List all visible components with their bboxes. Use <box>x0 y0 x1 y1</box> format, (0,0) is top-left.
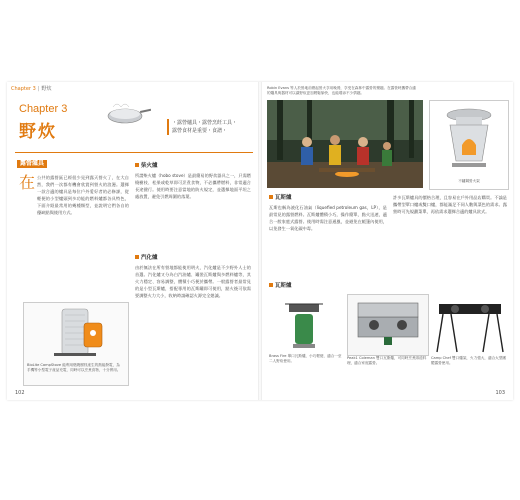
running-header: Chapter 3 | 野炊 <box>11 86 52 92</box>
bullet-square-icon <box>269 195 273 199</box>
running-chapter: Chapter 3 <box>11 86 36 92</box>
firepit-caption: 不鏽鋼營火架 <box>458 179 480 183</box>
hobo-stove-text: 所謂柴火爐（hobo stove）是最簡易的野炊器具之一，只需燃燒樹枝、松果或乾草即可烹煮食物，不必攜帶燃料，非常適合長途健行。使用時要注意當地的防火規定，並選擇地面平坦之處放置，避免引燃周圍的落葉。 <box>135 173 251 199</box>
subheading-hobo-stove <box>135 162 158 170</box>
topic-line: 露營食材是重要・食譜・ <box>172 128 228 134</box>
single-burner-caption: Brass Fire 單口瓦斯爐，小巧輕便，適合一至二人野炊使用。 <box>269 354 342 364</box>
biolite-caption: BioLite CampStove 能利用燃燒樹枝產生的熱能發電，為手機等小型電子產品充電，同時可以烹煮食物，十分實用。 <box>27 363 121 373</box>
two-burner-caption: Peak1 Coleman 雙口瓦斯爐，可同時烹煮兩道料理，適合家庭露營。 <box>347 356 427 366</box>
camping-group-photo <box>267 100 423 188</box>
camp-chef-caption: Camp Chef 雙口爐架，火力強大，適合大型團體露營使用。 <box>431 356 506 366</box>
bullet-square-icon <box>135 163 139 167</box>
bullet-square-icon <box>269 283 273 287</box>
top-photo-caption: Robin Evans 等人於營地前燃起營火享用晚餐，享受在森林中露營的樂趣。在露營時攜帶合適的爐具與器材可以讓野炊更加輕鬆愉快，也能增添不少情趣。 <box>267 86 416 96</box>
subheading-propane-products <box>269 282 292 290</box>
divider <box>15 152 253 153</box>
running-title: 野炊 <box>41 86 52 92</box>
page-number-right: 103 <box>495 390 505 396</box>
subheading-propane-label: 瓦斯爐 <box>275 195 292 201</box>
subheading-propane <box>269 194 292 202</box>
subheading-propane-products-label: 瓦斯爐 <box>275 283 292 289</box>
stainless-firepit-image <box>430 101 508 179</box>
subheading-hobo-stove-label: 柴火爐 <box>141 163 158 169</box>
gas-stove-text: 由於無法在所有營地都能使用明火，汽化爐是不少野外人士的首選。汽化爐又分為白汽油爐、罐裝瓦斯爐與多燃料爐等，其火力穩定、容易調整，體積小巧便於攜帶。一般露營者最常見的是小型瓦斯爐，搭配專用的瓦斯罐即可使用，點火後可依需要調整火力大小，收納時請確認火源完全熄滅。 <box>135 265 251 298</box>
camp-chef-stand-image <box>431 294 509 354</box>
topic-line: ・露營爐具・露營烹飪工具・ <box>172 120 238 126</box>
side-text: 許多瓦斯爐具的價格合理，且容易在戶外用品店購買。不論是攜帶型單口爐或雙口爐，都能滿足不同人數與菜色的需求。露營時可先規劃菜單，再依需求選擇合適的爐具款式。 <box>393 195 507 214</box>
chapter-number: Chapter 3 <box>19 103 68 115</box>
two-burner-stove-image <box>348 295 428 353</box>
section-heading: 露營爐具 <box>17 160 47 168</box>
firepit-photo-box <box>429 100 509 190</box>
biolite-stove-image <box>24 303 128 363</box>
two-burner-photo-box <box>347 294 429 356</box>
page-number-left: 102 <box>15 390 25 396</box>
bullet-square-icon <box>135 255 139 259</box>
biolite-photo-box <box>23 302 129 386</box>
single-burner-image <box>269 294 349 352</box>
drop-cap: 在 <box>19 173 36 192</box>
chapter-topics <box>167 119 258 135</box>
left-page <box>7 82 259 400</box>
right-page <box>261 82 513 400</box>
frying-pan-illustration <box>103 97 151 127</box>
intro-text: 公共的露營區已經很少見到露天營火了，在大自然，我們一次都有機會欣賞到營火的浪漫。選擇一款合適的爐具是每位戶外愛好者的必修課，從輕便的小型爐頭到多功能的燃料爐都各具特色，下面介紹最常用的幾種類型，並說明它們各自的優缺點與使用方式。 <box>37 175 129 215</box>
subheading-gas-stove <box>135 254 158 262</box>
propane-text: 瓦斯也稱為液化石油氣（liquefied petroleum gas，LP），是最常見的露營燃料。瓦斯爐體積小巧，操作簡單，點火迅速，適合一般家庭式露營。使用時需注意通風，並避免在帳篷內使用，以免發生一氧化碳中毒。 <box>269 205 387 231</box>
subheading-gas-stove-label: 汽化爐 <box>141 255 158 261</box>
book-spread <box>7 82 513 400</box>
chapter-title: 野炊 <box>19 122 57 142</box>
